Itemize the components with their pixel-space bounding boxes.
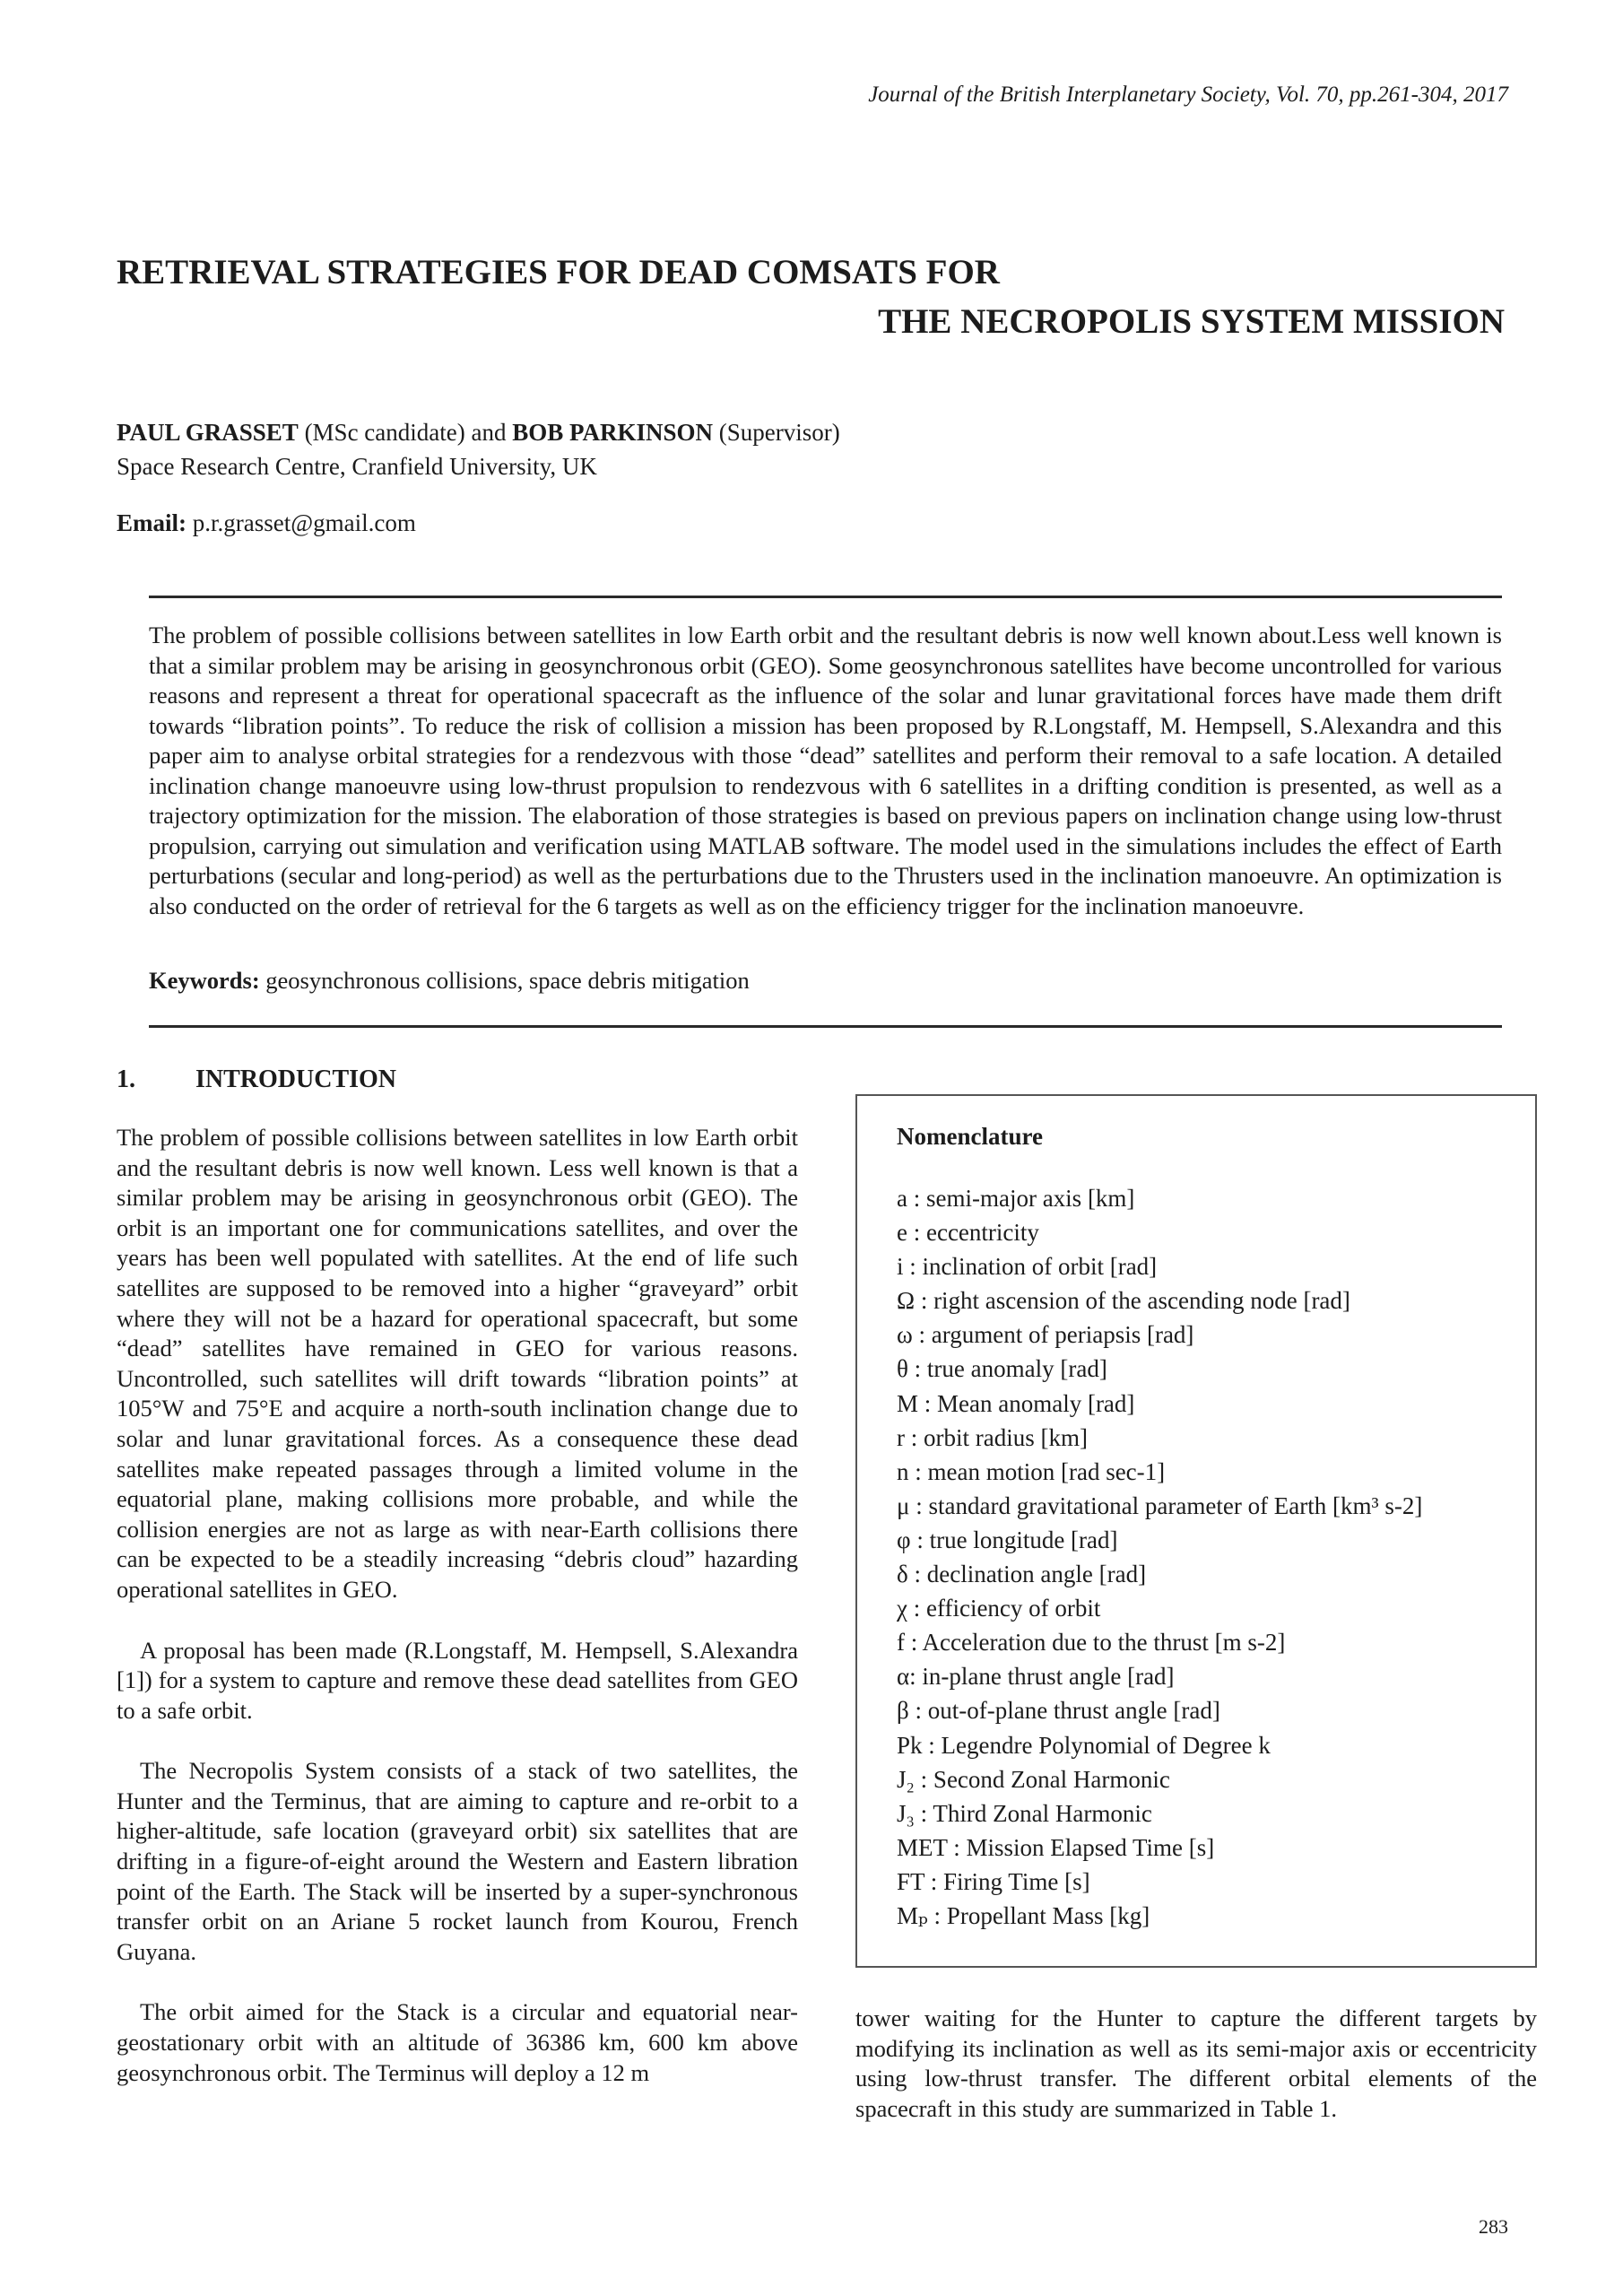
abstract: The problem of possible collisions between satellites in low Earth orbit and the resultant debris is now well known about.Less well known is that a similar problem may be arising in geosynchronous orbit (GEO). Some geosynchronous satellites have become uncontrolled for various reasons and represent a threat for operational spacecraft as the influence of the solar and lunar gravitational forces have made them drift towards “libration points”. To reduce the risk of collision a mission has been proposed by R.Longstaff, M. Hempsell, S.Alexandra and this paper aim to analyse orbital strategies for a rendezvous with those “dead” satellites and perform their removal to a safe location. A detailed inclination change manoeuvre using low-thrust propulsion to rendezvous with 6 satellites in a drifting condition is presented, as well as a trajectory optimization for the mission. The elaboration of those strategies is based on previous papers on inclination change using low-thrust propulsion, carrying out simulation and verification using MATLAB software. The model used in the simulations includes the effect of Earth perturbations (secular and long-period) as well as the perturbations due to the Thrusters used in the inclination manoeuvre. An optimization is also conducted on the order of retrieval for the 6 targets as well as on the efficiency trigger for the inclination manoeuvre. <box>149 622 1502 919</box>
nomenclature-box <box>855 1094 1537 1968</box>
keywords-line <box>149 967 750 995</box>
nomenclature-item: ω : argument of periapsis [rad] <box>897 1321 1194 1349</box>
nomenclature-item: Pk : Legendre Polynomial of Degree k <box>897 1731 1271 1759</box>
author-1-name: PAUL GRASSET <box>117 419 299 446</box>
nomenclature-item: φ : true longitude [rad] <box>897 1526 1118 1553</box>
nomenclature-item: i : inclination of orbit [rad] <box>897 1253 1158 1281</box>
nomenclature-item: μ : standard gravitational parameter of Earth [km³ s-2] <box>897 1492 1423 1519</box>
nomenclature-item: Mₚ : Propellant Mass [kg] <box>897 1901 1150 1929</box>
nomenclature-item: M : Mean anomaly [rad] <box>897 1389 1135 1417</box>
nomenclature-item: J₂ : Second Zonal Harmonic <box>897 1765 1170 1793</box>
intro-paragraph: The orbit aimed for the Stack is a circular and equatorial near-geostationary orbit with an altitude of 36386 km, 600 km above geosynchronous orbit. The Terminus will deploy a 12 m <box>117 1998 798 2086</box>
intro-paragraph: The problem of possible collisions between satellites in low Earth orbit and the resultant debris is now well known. Less well known is that a similar problem may be arising in geosynchronous orbit (GEO). The orbit is an important one for communications satellites, and over the years has been well populated with satellites. At the end of life such satellites are supposed to be removed into a higher “graveyard” orbit where they will not be a hazard for operational spacecraft, but some “dead” satellites have remained in GEO for various reasons. Uncontrolled, such satellites will drift towards “libration points” at 105°W and 75°E and acquire a north-south inclination change due to solar and lunar gravitational forces. As a consequence these dead satellites make repeated passages through a limited volume in the equatorial plane, making collisions more probable, and while the collision energies are not as large as with near-Earth collisions there can be expected to be a steadily increasing “debris cloud” hazarding operational satellites in GEO. <box>117 1124 798 1603</box>
intro-paragraph: The Necropolis System consists of a stack of two satellites, the Hunter and the Terminus, that are aiming to capture and re-orbit to a higher-altitude, safe location (graveyard orbit) six satellites that are drifting in a figure-of-eight around the Western and Eastern libration point of the Earth. The Stack will be inserted by a super-synchronous transfer orbit on an Ariane 5 rocket launch from Kourou, French Guyana. <box>117 1757 798 1965</box>
nomenclature-item: J₃ : Third Zonal Harmonic <box>897 1799 1152 1827</box>
journal-header: Journal of the British Interplanetary Society, Vol. 70, pp.261-304, 2017 <box>868 83 1508 107</box>
nomenclature-heading: Nomenclature <box>897 1123 1043 1150</box>
nomenclature-item: Ω : right ascension of the ascending node [rad] <box>897 1287 1350 1315</box>
abstract-bottom-rule <box>149 1025 1502 1028</box>
nomenclature-item: a : semi-major axis [km] <box>897 1185 1135 1212</box>
author-line <box>117 415 840 449</box>
section-heading-introduction <box>117 1065 396 1094</box>
author-2-name: BOB PARKINSON <box>512 419 714 446</box>
affiliation: Space Research Centre, Cranfield University, UK <box>117 453 597 480</box>
keywords-value: geosynchronous collisions, space debris mitigation <box>259 967 750 994</box>
title-line-1: RETRIEVAL STRATEGIES FOR DEAD COMSATS FOR <box>117 253 1000 291</box>
nomenclature-item: e : eccentricity <box>897 1219 1039 1247</box>
authors-block <box>117 415 840 483</box>
nomenclature-item: FT : Firing Time [s] <box>897 1867 1090 1895</box>
email-line <box>117 509 416 537</box>
section-number: 1. <box>117 1065 135 1093</box>
nomenclature-item: χ : efficiency of orbit <box>897 1595 1101 1622</box>
right-column-paragraph: tower waiting for the Hunter to capture the different targets by modifying its inclination as well as its semi-major axis or eccentricity using low-thrust transfer. The different orbital elements of the spacecraft in this study are summarized in Table 1. <box>855 2005 1537 2122</box>
nomenclature-item: r : orbit radius [km] <box>897 1423 1088 1451</box>
author-2-role: (Supervisor) <box>713 419 840 446</box>
nomenclature-item: f : Acceleration due to the thrust [m s-2] <box>897 1629 1286 1657</box>
nomenclature-item: δ : declination angle [rad] <box>897 1561 1147 1588</box>
email-label: Email: <box>117 509 187 536</box>
section-title: INTRODUCTION <box>195 1065 397 1093</box>
title-line-2: THE NECROPOLIS SYSTEM MISSION <box>878 302 1505 341</box>
introduction-left-column <box>117 1123 798 2118</box>
page-number: 283 <box>1479 2215 1508 2238</box>
introduction-right-column <box>855 2004 1537 2124</box>
nomenclature-item: n : mean motion [rad sec-1] <box>897 1457 1166 1485</box>
author-1-role: (MSc candidate) and <box>298 419 513 446</box>
email-address: p.r.grasset@gmail.com <box>187 509 416 536</box>
keywords-label: Keywords: <box>149 967 260 994</box>
nomenclature-item: MET : Mission Elapsed Time [s] <box>897 1833 1215 1861</box>
nomenclature-item: β : out-of-plane thrust angle [rad] <box>897 1697 1220 1725</box>
abstract-top-rule <box>149 596 1502 598</box>
nomenclature-item: θ : true anomaly [rad] <box>897 1355 1107 1383</box>
nomenclature-list <box>897 1181 1535 1933</box>
paper-title <box>117 248 1506 346</box>
nomenclature-item: α: in-plane thrust angle [rad] <box>897 1663 1175 1691</box>
intro-paragraph: A proposal has been made (R.Longstaff, M. Hempsell, S.Alexandra [1]) for a system to capture and remove these dead satellites from GEO to a safe orbit. <box>117 1636 798 1724</box>
